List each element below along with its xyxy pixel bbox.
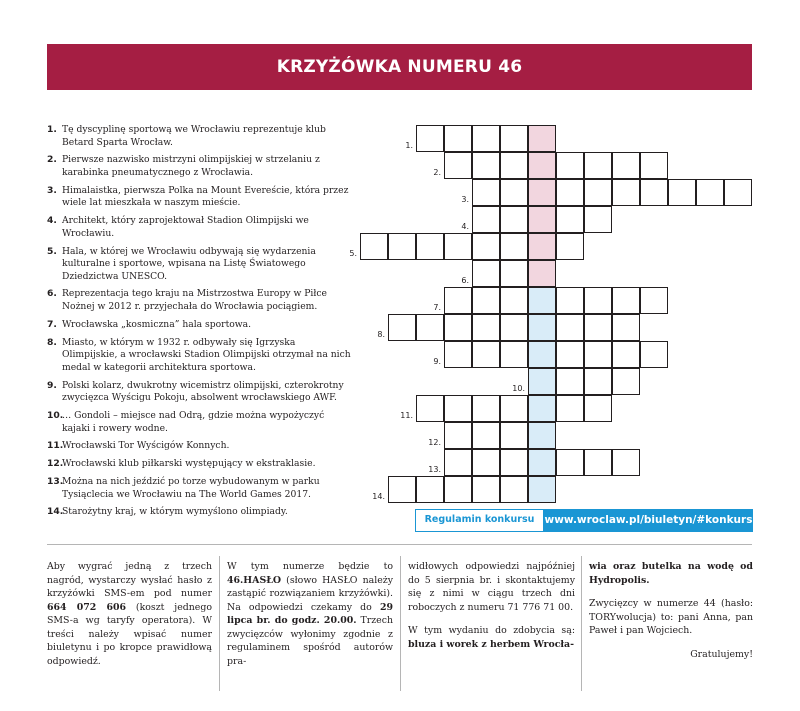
grid-cell[interactable]	[556, 287, 584, 314]
grid-cell[interactable]	[612, 449, 640, 476]
clue-item	[47, 246, 352, 284]
clue-text: Starożytny kraj, w którym wymyślono olimpiady.	[62, 506, 288, 518]
row-number: 9.	[433, 357, 441, 366]
grid-cell[interactable]	[416, 233, 444, 260]
grid-cell[interactable]	[612, 152, 640, 179]
grid-cell[interactable]	[612, 341, 640, 368]
grid-cell[interactable]	[584, 368, 612, 395]
grid-cell[interactable]	[444, 422, 472, 449]
clue-number: 2.	[47, 154, 57, 166]
grid-cell[interactable]	[612, 368, 640, 395]
clue-number: 10.	[47, 409, 64, 421]
grid-cell[interactable]	[472, 314, 500, 341]
footer-column-1: Aby wygrać jedną z trzech nagród, wystarczy wysłać hasło z krzyżówki SMS-em pod numer 664 072 606 (koszt jednego SMS-a wg taryfy operatora). W treści należy wpisać numer biuletynu i po kropce prawidłową odpowiedź.	[47, 561, 212, 667]
clue-number: 11.	[47, 440, 64, 452]
grid-cell[interactable]	[388, 476, 416, 503]
password-cell[interactable]	[528, 341, 556, 368]
clue-item	[47, 476, 352, 501]
footer-column-2: W tym numerze będzie to 46.HASŁO (słowo HASŁO należy zastąpić rozwiązaniem krzyżówki). Na odpowiedzi czekamy do 29 lipca br. do godz. 20.00. Trzech zwycięzców wyłonimy zgodnie z regulaminem spośród autorów pra-	[227, 561, 393, 667]
clue-item	[47, 380, 352, 405]
row-number: 14.	[372, 492, 385, 501]
grid-cell[interactable]	[444, 449, 472, 476]
grid-cell[interactable]	[556, 314, 584, 341]
grid-cell[interactable]	[472, 179, 500, 206]
clue-number: 6.	[47, 288, 57, 300]
grid-cell[interactable]	[584, 287, 612, 314]
grid-cell[interactable]	[500, 341, 528, 368]
grid-cell[interactable]	[500, 287, 528, 314]
password-cell[interactable]	[528, 287, 556, 314]
rules-link[interactable]: Regulamin konkursu	[415, 509, 544, 532]
clue-text: Reprezentacja tego kraju na Mistrzostwa Europy w Piłce Nożnej w 2012 r. przyjechała do Wrocławia pociągiem.	[62, 288, 327, 313]
grid-cell[interactable]	[472, 125, 500, 152]
grid-cell[interactable]	[500, 476, 528, 503]
grid-cell[interactable]	[444, 287, 472, 314]
password-cell[interactable]	[528, 314, 556, 341]
grid-cell[interactable]	[472, 341, 500, 368]
clue-text: Hala, w której we Wrocławiu odbywają się wydarzenia kulturalne i sportowe, wpisana na Listę Światowego Dziedzictwa UNESCO.	[62, 245, 316, 282]
grid-cell[interactable]	[472, 395, 500, 422]
grid-cell[interactable]	[444, 152, 472, 179]
row-number: 12.	[428, 438, 441, 447]
grid-cell[interactable]	[444, 476, 472, 503]
clue-text: … Gondoli – miejsce nad Odrą, gdzie można wypożyczyć kajaki i rowery wodne.	[62, 409, 325, 434]
password-cell[interactable]	[528, 206, 556, 233]
page-title: KRZYŻÓWKA NUMERU 46	[276, 57, 523, 77]
grid-cell[interactable]	[556, 179, 584, 206]
row-number: 10.	[512, 384, 525, 393]
clue-item	[47, 458, 352, 471]
clue-item	[47, 154, 352, 179]
clue-number: 8.	[47, 336, 57, 348]
grid-cell[interactable]	[472, 260, 500, 287]
grid-cell[interactable]	[444, 125, 472, 152]
grid-cell[interactable]	[584, 152, 612, 179]
clue-number: 9.	[47, 379, 57, 391]
grid-cell[interactable]	[472, 476, 500, 503]
grid-cell[interactable]	[584, 395, 612, 422]
password-cell[interactable]	[528, 233, 556, 260]
clue-number: 7.	[47, 318, 57, 330]
clue-text: Można na nich jeździć po torze wybudowanym w parku Tysiąclecia we Wrocławiu na The World Games 2017.	[62, 475, 320, 500]
grid-cell[interactable]	[584, 179, 612, 206]
grid-cell[interactable]	[388, 233, 416, 260]
row-number: 6.	[461, 276, 469, 285]
footer-column-3: widłowych odpowiedzi najpóźniej do 5 sierpnia br. i skontaktujemy się z nimi w ciągu trzech dni roboczych z numeru 71 776 71 00. W tym wydaniu do zdobycia są: bluza i worek z herbem Wrocła-	[408, 561, 575, 650]
grid-cell[interactable]	[416, 125, 444, 152]
grid-cell[interactable]	[500, 152, 528, 179]
grid-cell[interactable]	[584, 206, 612, 233]
password-cell[interactable]	[528, 152, 556, 179]
grid-cell[interactable]	[500, 179, 528, 206]
grid-cell[interactable]	[640, 287, 668, 314]
password-cell[interactable]	[528, 395, 556, 422]
row-number: 5.	[349, 249, 357, 258]
clue-text: Wrocławski Tor Wyścigów Konnych.	[62, 440, 230, 452]
password-cell[interactable]	[528, 125, 556, 152]
grid-cell[interactable]	[472, 287, 500, 314]
grid-cell[interactable]	[584, 449, 612, 476]
grid-cell[interactable]	[612, 179, 640, 206]
row-number: 7.	[433, 303, 441, 312]
footer-column-4: wia oraz butelka na wodę od Hydropolis. Zwycięzcy w numerze 44 (hasło: TORYwolucja) to: pani Anna, pan Paweł i pan Wojciech. Gratulujemy!	[589, 561, 753, 660]
grid-cell[interactable]	[444, 341, 472, 368]
grid-cell[interactable]	[612, 287, 640, 314]
grid-cell[interactable]	[668, 179, 696, 206]
clue-number: 13.	[47, 475, 64, 487]
grid-cell[interactable]	[556, 449, 584, 476]
row-number: 11.	[400, 411, 413, 420]
clue-number: 14.	[47, 506, 64, 518]
clue-item	[47, 215, 352, 240]
grid-cell[interactable]	[472, 422, 500, 449]
grid-cell[interactable]	[472, 449, 500, 476]
row-number: 8.	[377, 330, 385, 339]
clue-number: 5.	[47, 245, 57, 257]
clue-number: 4.	[47, 215, 57, 227]
grid-cell[interactable]	[444, 233, 472, 260]
grid-cell[interactable]	[472, 152, 500, 179]
divider	[47, 544, 752, 545]
clue-item	[47, 185, 352, 210]
clue-item	[47, 337, 352, 375]
row-number: 3.	[461, 195, 469, 204]
grid-cell[interactable]	[500, 422, 528, 449]
clue-text: Pierwsze nazwisko mistrzyni olimpijskiej w strzelaniu z karabinka pneumatycznego z Wrocławia.	[62, 154, 320, 178]
clue-text: Miasto, w którym w 1932 r. odbywały się Igrzyska Olimpijskie, a wrocławski Stadion Olimpijski otrzymał na nich medal w kategorii architektura sportowa.	[62, 336, 351, 373]
password-cell[interactable]	[528, 368, 556, 395]
row-number: 4.	[461, 222, 469, 231]
grid-cell[interactable]	[500, 206, 528, 233]
grid-cell[interactable]	[360, 233, 388, 260]
grid-cell[interactable]	[500, 395, 528, 422]
clue-text: Tę dyscyplinę sportową we Wrocławiu reprezentuje klub Betard Sparta Wrocław.	[62, 124, 326, 148]
clue-text: Wrocławski klub piłkarski występujący w ekstraklasie.	[62, 458, 316, 470]
clue-item	[47, 319, 352, 332]
grid-cell[interactable]	[556, 152, 584, 179]
grid-cell[interactable]	[612, 314, 640, 341]
grid-cell[interactable]	[584, 341, 612, 368]
clue-item	[47, 506, 352, 519]
grid-cell[interactable]	[416, 476, 444, 503]
password-cell[interactable]	[528, 422, 556, 449]
grid-cell[interactable]	[500, 125, 528, 152]
promo-bar	[415, 509, 753, 532]
row-number: 13.	[428, 465, 441, 474]
clue-text: Himalaistka, pierwsza Polka na Mount Evereście, która przez wiele lat mieszkała w naszym mieście.	[62, 184, 349, 209]
clue-text: Wrocławska „kosmiczna” hala sportowa.	[62, 318, 252, 330]
clue-item	[47, 440, 352, 453]
row-number: 1.	[405, 141, 413, 150]
grid-cell[interactable]	[556, 368, 584, 395]
grid-cell[interactable]	[416, 314, 444, 341]
grid-cell[interactable]	[724, 179, 752, 206]
grid-cell[interactable]	[556, 233, 584, 260]
grid-cell[interactable]	[500, 233, 528, 260]
clue-item	[47, 124, 352, 149]
grid-cell[interactable]	[556, 206, 584, 233]
grid-cell[interactable]	[388, 314, 416, 341]
grid-cell[interactable]	[444, 395, 472, 422]
column-divider	[581, 556, 582, 691]
password-cell[interactable]	[528, 260, 556, 287]
clue-number: 1.	[47, 124, 57, 135]
grid-cell[interactable]	[640, 179, 668, 206]
password-cell[interactable]	[528, 476, 556, 503]
grid-cell[interactable]	[444, 314, 472, 341]
password-cell[interactable]	[528, 179, 556, 206]
grid-cell[interactable]	[416, 395, 444, 422]
password-cell[interactable]	[528, 449, 556, 476]
grid-cell[interactable]	[556, 341, 584, 368]
grid-cell[interactable]	[556, 395, 584, 422]
grid-cell[interactable]	[696, 179, 724, 206]
grid-cell[interactable]	[640, 152, 668, 179]
column-divider	[219, 556, 220, 691]
clue-item	[47, 288, 352, 313]
grid-cell[interactable]	[584, 314, 612, 341]
column-divider	[400, 556, 401, 691]
clue-list	[47, 124, 352, 524]
row-number: 2.	[433, 168, 441, 177]
grid-cell[interactable]	[500, 449, 528, 476]
grid-cell[interactable]	[640, 341, 668, 368]
clue-number: 3.	[47, 184, 57, 196]
grid-cell[interactable]	[472, 206, 500, 233]
grid-cell[interactable]	[500, 260, 528, 287]
clue-text: Architekt, który zaprojektował Stadion Olimpijski we Wrocławiu.	[62, 215, 309, 239]
contest-url-link[interactable]: www.wroclaw.pl/biuletyn/#konkurs	[544, 509, 753, 532]
grid-cell[interactable]	[472, 233, 500, 260]
title-banner	[47, 44, 752, 90]
clue-text: Polski kolarz, dwukrotny wicemistrz olimpijski, czterokrotny zwycięzca Wyścigu Pokoju, absolwent wrocławskiego AWF.	[62, 379, 344, 404]
clue-number: 12.	[47, 458, 64, 470]
clue-item	[47, 410, 352, 435]
grid-cell[interactable]	[500, 314, 528, 341]
